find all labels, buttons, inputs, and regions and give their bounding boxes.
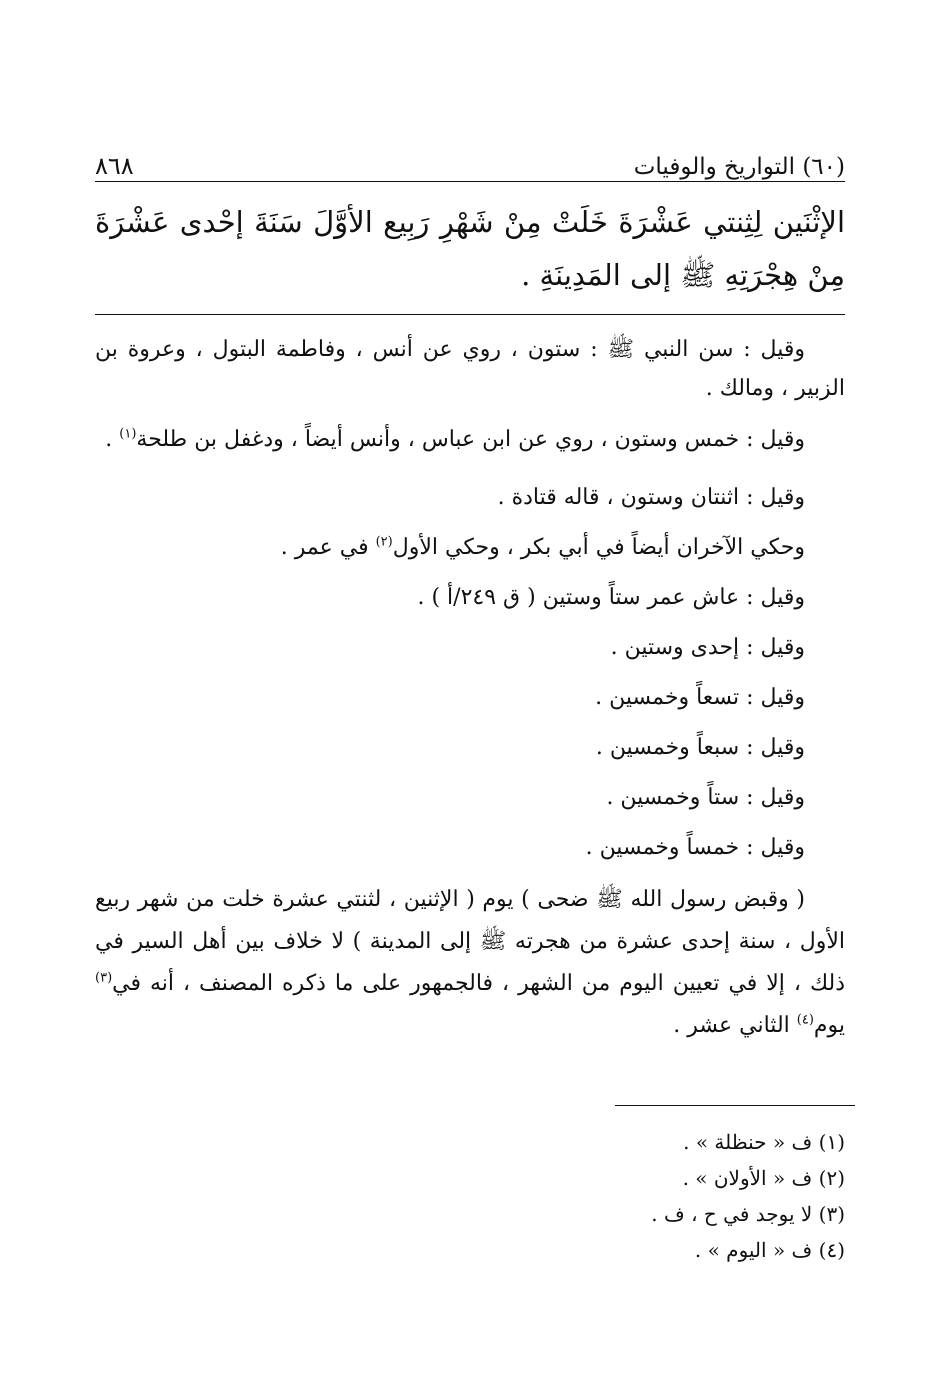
page-header <box>95 140 845 180</box>
footnote-marker: (٢) <box>375 534 393 550</box>
footnote: (٣) لا يوجد في ح ، ف . <box>651 1202 845 1226</box>
paragraph-text: ( وقبض رسول الله ﷺ ضحى ) يوم ( الإثنين ، لثنتي عشرة خلت من شهر ربيع الأول ، سنة إحدى عشرة من هجرته ﷺ إلى المدينة ) لا خلاف بين أهل السير في ذلك ، إلا في تعيين اليوم من الشهر ، فالجمهور على ما ذكره المصنف ، أنه في <box>95 887 845 996</box>
paragraph: وقيل : سن النبي ﷺ : ستون ، روي عن أنس ، وفاطمة البتول ، وعروة بن الزبير ، ومالك . <box>95 337 845 401</box>
header-rule <box>95 181 845 182</box>
paragraph: وقيل : اثنتان وستون ، قاله قتادة . <box>497 485 805 510</box>
paragraph: وقيل : إحدى وستين . <box>610 635 805 660</box>
paragraph-text: وحكي الآخران أيضاً في أبي بكر ، وحكي الأول <box>392 535 805 560</box>
page-number: ٨٦٨ <box>95 152 134 180</box>
footnote-marker: (١) <box>119 426 137 442</box>
footnote-marker: (٣) <box>95 970 113 986</box>
footnote-marker: (٤) <box>796 1012 814 1028</box>
commentary-body <box>95 330 845 1047</box>
paragraph-text: في عمر . <box>280 535 376 560</box>
paragraph <box>95 879 845 1047</box>
verse-rule <box>95 314 845 315</box>
paragraph-text: الثاني عشر . <box>673 1013 797 1038</box>
paragraph <box>95 523 845 573</box>
paragraph: وقيل : ستاً وخمسين . <box>606 785 805 810</box>
footnote: (٤) ف « اليوم » . <box>694 1238 845 1262</box>
paragraph: وقيل : سبعاً وخمسين . <box>595 735 805 760</box>
paragraph-text: وقيل : خمس وستون ، روي عن ابن عباس ، وأنس أيضاً ، ودغفل بن طلحة <box>136 427 805 452</box>
footnote: (٢) ف « الأولان » . <box>682 1166 845 1190</box>
paragraph-text: . <box>105 427 120 452</box>
footnote: (١) ف « حنظلة » . <box>683 1130 845 1154</box>
section-title: (٦٠) التواريخ والوفيات <box>633 154 845 180</box>
paragraph: وقيل : خمساً وخمسين . <box>585 835 805 860</box>
footnotes <box>95 1124 845 1268</box>
footnote-rule <box>615 1105 855 1106</box>
paragraph <box>95 420 845 459</box>
paragraph: وقيل : عاش عمر ستاً وستين ( ق ٢٤٩/أ ) . <box>417 585 805 610</box>
verse-text: الإثْنَين لِثِنتي عَشْرَةَ خَلَتْ مِنْ شَهْرِ رَبِيع الأوَّلَ سَنَةَ إحْدى عَشْرَةَ مِنْ هِجْرَتِهِ ﷺ إلى المَدِينَةِ . <box>95 205 845 292</box>
paragraph: وقيل : تسعاً وخمسين . <box>595 685 805 710</box>
paragraph-text: يوم <box>813 1013 845 1038</box>
